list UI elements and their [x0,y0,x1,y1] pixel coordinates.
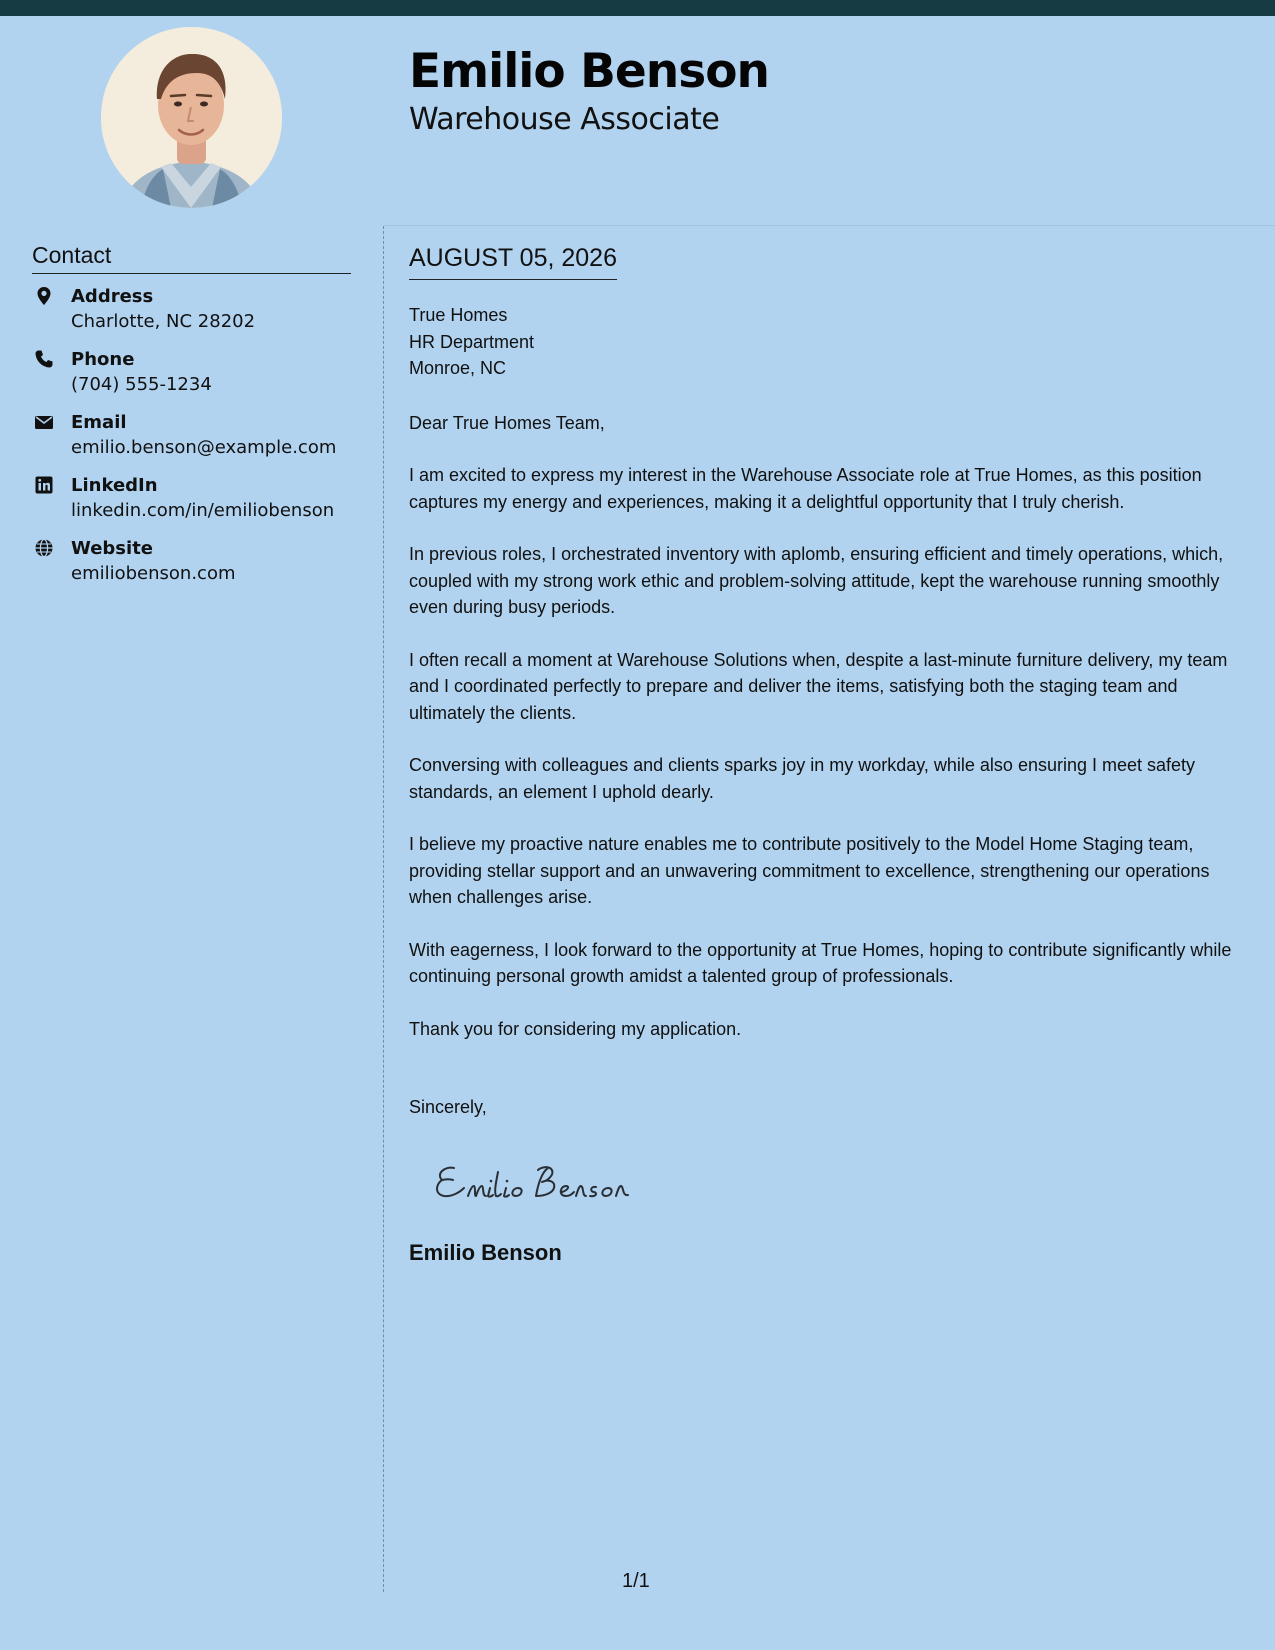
paragraph: I often recall a moment at Warehouse Solutions when, despite a last-minute furniture delivery, my team and I coordinated perfectly to prepare and deliver the items, satisfying both the staging team and ultimately the clients. [409,649,1228,723]
contact-label: Website [71,538,154,559]
closing: Sincerely, [409,1097,487,1117]
recipient-location: Monroe, NC [409,358,507,378]
contact-label: Address [71,286,154,307]
signer-name: Emilio Benson [409,1240,562,1265]
envelope-icon [34,412,54,432]
email-value[interactable]: emilio.benson@example.com [71,437,337,458]
contact-heading: Contact [32,242,351,274]
website-value[interactable]: emiliobenson.com [71,563,236,584]
paragraph: Conversing with colleagues and clients sparks joy in my workday, while also ensuring I meet safety standards, an element I uphold dearly. [409,755,1196,802]
contact-item-email [32,412,362,475]
applicant-name: Emilio Benson [409,44,769,99]
greeting: Dear True Homes Team, [409,413,605,433]
profile-photo [101,27,282,208]
address-value: Charlotte, NC 28202 [71,311,256,332]
paragraph: In previous roles, I orchestrated inventory with aplomb, ensuring efficient and timely operations, which, coupled with my strong work ethic and problem-solving attitude, kept the warehouse running smoothly even during busy periods. [409,544,1224,617]
page-number: 1/1 [622,1570,650,1592]
job-title: Warehouse Associate [409,102,720,137]
linkedin-value[interactable]: linkedin.com/in/emiliobenson [71,500,335,521]
contact-item-website [32,538,362,601]
contact-item-linkedin [32,475,362,538]
globe-icon [34,538,54,558]
recipient-block [409,302,1249,382]
column-divider [383,226,384,1592]
contact-item-address [32,286,362,349]
contact-item-phone [32,349,362,412]
location-pin-icon [34,286,54,306]
recipient-department: HR Department [409,331,535,352]
contact-label: LinkedIn [71,475,158,496]
letter-body [409,462,1249,1068]
paragraph: I am excited to express my interest in the Warehouse Associate role at True Homes, as this position captures my energy and experiences, making it a delightful opportunity that I truly cherish. [409,465,1202,512]
linkedin-icon [34,475,54,495]
paragraph: Thank you for considering my application. [409,1018,742,1039]
phone-value: (704) 555-1234 [71,374,212,395]
contact-label: Phone [71,349,135,370]
paragraph: With eagerness, I look forward to the opportunity at True Homes, hoping to contribute significantly while continuing personal growth amidst a talented group of professionals. [409,939,1232,986]
top-bar [0,0,1275,16]
paragraph: I believe my proactive nature enables me to contribute positively to the Model Home Staging team, providing stellar support and an unwavering commitment to excellence, strengthening our operations when challenges arise. [409,834,1210,907]
letter-date: AUGUST 05, 2026 [409,244,617,280]
handwritten-signature [430,1150,670,1210]
phone-icon [34,349,54,369]
contact-label: Email [71,412,127,433]
contact-list [32,286,362,601]
portrait-illustration [101,27,282,208]
header-divider [384,225,1275,226]
recipient-company: True Homes [409,305,508,325]
